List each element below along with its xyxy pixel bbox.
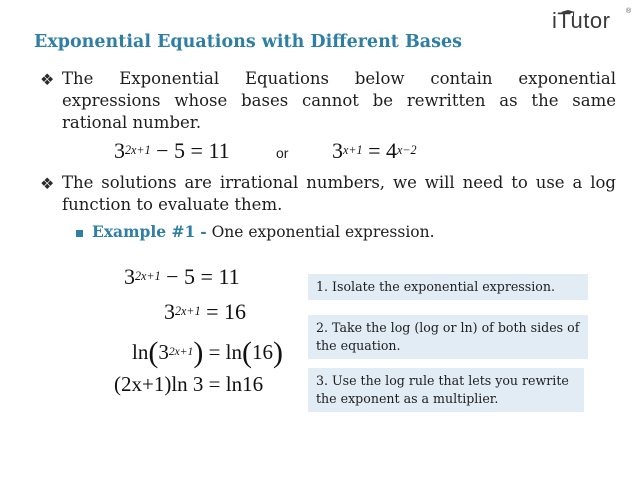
example-line (92, 222, 435, 241)
step1-base: 3 (124, 264, 135, 289)
step1-rest: − 5 = 11 (166, 264, 240, 289)
step-2 (164, 299, 246, 325)
eq2-exponent-2: x−2 (397, 142, 417, 157)
eq1-exponent: 2x+1 (125, 142, 151, 157)
step-4: (2x+1)ln 3 = ln16 (114, 372, 264, 396)
diamond-star-icon: ❖ (40, 70, 55, 89)
registered-mark: ® (626, 8, 632, 15)
step3-exponent: 2x+1 (168, 345, 194, 358)
equation-1 (114, 138, 230, 164)
step3-base: 3 (158, 340, 169, 364)
equation-2 (332, 138, 417, 164)
square-bullet-icon (76, 230, 83, 237)
step3-rest: = ln (208, 340, 242, 364)
logo-text: iTutor (552, 8, 611, 33)
example-text: One exponential expression. (211, 223, 435, 241)
step-3: $\ln(3^{2x+1}) = \ln(16)$ (132, 336, 283, 369)
step1-exponent: 2x+1 (135, 268, 161, 283)
slide-title: Exponential Equations with Different Bases (34, 32, 462, 52)
eq2-exponent: x+1 (343, 142, 363, 157)
step2-rest: = 16 (206, 299, 247, 324)
example-dash: - (200, 222, 207, 241)
diamond-star-icon: ❖ (40, 174, 55, 193)
or-text: or (276, 145, 289, 161)
note-box-1: 1. Isolate the exponential expression. (308, 274, 588, 300)
step-1 (124, 264, 240, 290)
eq2-base: 3 (332, 138, 343, 163)
bullet2-text: The solutions are irrational numbers, we will need to use a log function to evaluate them. (62, 173, 616, 214)
step2-exponent: 2x+1 (175, 303, 201, 318)
step2-base: 3 (164, 299, 175, 324)
example-label: Example #1 (92, 222, 196, 241)
step3-ln: ln (132, 340, 149, 364)
step3-arg: 16 (252, 340, 273, 364)
eq2-mid: = 4 (368, 138, 397, 163)
note-box-2: 2. Take the log (log or ln) of both sides of the equation. (308, 315, 588, 359)
note-box-3: 3. Use the log rule that lets you rewrite the exponent as a multiplier. (308, 368, 584, 412)
itutor-logo (552, 6, 632, 34)
eq1-base: 3 (114, 138, 125, 163)
bullet1-text: The Exponential Equations below contain exponential expressions whose bases cannot be rewritten as the same rational number. (62, 69, 616, 132)
eq1-rest: − 5 = 11 (156, 138, 230, 163)
